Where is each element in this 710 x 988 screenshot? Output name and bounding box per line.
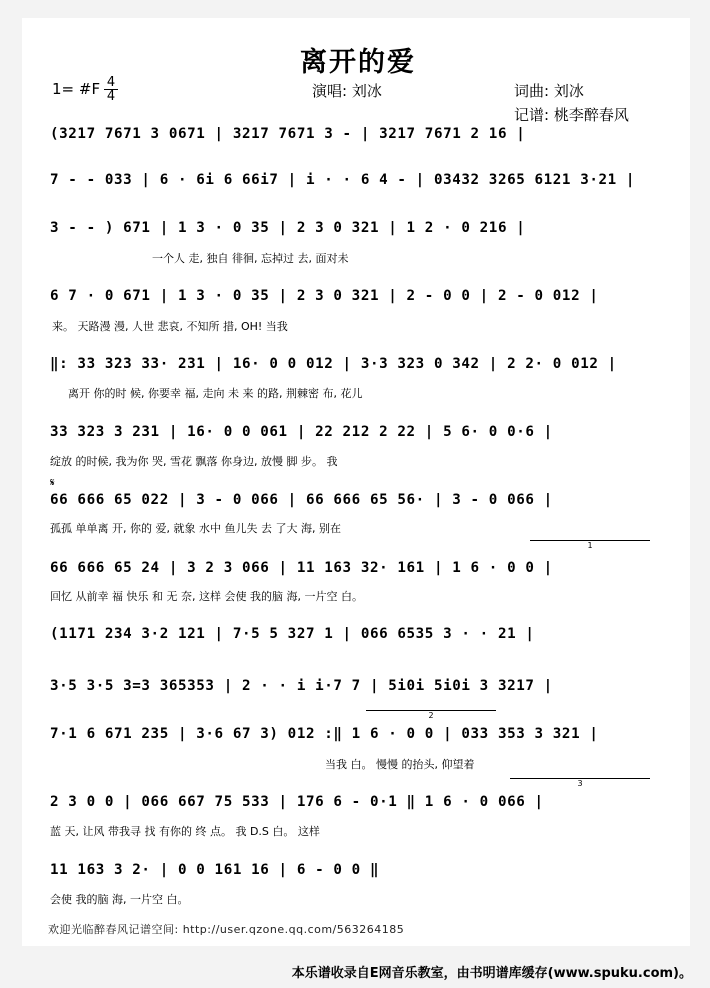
key-signature: 1= #F — [52, 80, 101, 98]
lyrics-row: 回忆 从前幸 福 快乐 和 无 奈, 这样 会使 我的脑 海, 一片空 白。 — [50, 590, 363, 603]
notation-row: 33 323 3 231 | 16· 0 0 061 | 22 212 2 22 | 5 6· 0 0·6 | — [50, 424, 553, 440]
notation-row: 3 - - ) 671 | 1 3 · 0 35 | 2 3 0 321 | 1 2 · 0 216 | — [50, 220, 526, 236]
lyrics-row: 来。 天路漫 漫, 人世 悲哀, 不知所 措, OH! 当我 — [52, 320, 288, 333]
notation-row: 66 666 65 022 | 3 - 0 066 | 66 666 65 56· | 3 - 0 066 | — [50, 492, 553, 508]
composer-credit: 词曲: 刘冰 — [514, 82, 584, 100]
notation-row: (3217 7671 3 0671 | 3217 7671 3 - | 3217 7671 2 16 | — [50, 126, 526, 142]
lyrics-row: 孤孤 单单离 开, 你的 爱, 就象 水中 鱼儿失 去 了大 海, 别在 — [50, 522, 341, 535]
notation-row: 6 7 · 0 671 | 1 3 · 0 35 | 2 3 0 321 | 2 - 0 0 | 2 - 0 012 | — [50, 288, 599, 304]
notation-row: ‖: 33 323 33· 231 | 16· 0 0 012 | 3·3 323 0 342 | 2 2· 0 012 | — [50, 356, 617, 372]
transcriber-credit: 记谱: 桃李醉春风 — [514, 106, 629, 124]
lyrics-row: 绽放 的时候, 我为你 哭, 雪花 飘落 你身边, 放慢 脚 步。 我 — [50, 455, 338, 468]
time-signature-bottom: 4 — [106, 89, 116, 104]
notation-row: 2 3 0 0 | 066 667 75 533 | 176 6 - 0·1 ‖ 1 6 · 0 066 | — [50, 794, 544, 810]
segno-icon: 𝄋 — [50, 476, 55, 489]
volta-bracket-2: 2 — [366, 710, 496, 720]
lyrics-row: 会使 我的脑 海, 一片空 白。 — [50, 893, 189, 906]
notation-row: 7 - - 033 | 6 · 6i 6 66i7 | i · · 6 4 - | 03432 3265 6121 3·21 | — [50, 172, 636, 188]
notation-row: (1171 234 3·2 121 | 7·5 5 327 1 | 066 6535 3 · · 21 | — [50, 626, 535, 642]
notation-row: 66 666 65 24 | 3 2 3 066 | 11 163 32· 161 | 1 6 · 0 0 | — [50, 560, 553, 576]
lyrics-row: 蓝 天, 让风 带我寻 找 有你的 终 点。 我 D.S 白。 这样 — [50, 825, 320, 838]
time-signature — [104, 76, 118, 103]
footer-note: 欢迎光临醉春风记谱空间: http://user.qzone.qq.com/563264185 — [48, 923, 405, 936]
source-credit: 本乐谱收录自E网音乐教室，由书明谱库缓存(www.spuku.com)。 — [291, 966, 692, 981]
lyrics-row: 当我 白。 慢慢 的抬头, 仰望着 — [325, 758, 475, 771]
notation-row: 11 163 3 2· | 0 0 161 16 | 6 - 0 0 ‖ — [50, 862, 380, 878]
volta-bracket-3: 3 — [510, 778, 650, 788]
lyrics-row: 一个人 走, 独自 徘徊, 忘掉过 去, 面对未 — [152, 252, 349, 265]
notation-row: 7·1 6 671 235 | 3·6 67 3) 012 :‖ 1 6 · 0 0 | 033 353 3 321 | — [50, 726, 599, 742]
lyrics-row: 离开 你的时 候, 你要幸 福, 走向 未 来 的路, 荆棘密 布, 花儿 — [68, 387, 363, 400]
singer-credit: 演唱: 刘冰 — [312, 82, 382, 100]
time-signature-top: 4 — [104, 76, 118, 90]
notation-row: 3·5 3·5 3=3 365353 | 2 · · i i·7 7 | 5i0i 5i0i 3 3217 | — [50, 678, 553, 694]
volta-bracket-1: 1 — [530, 540, 650, 550]
score-title: 离开的爱 — [300, 47, 416, 78]
